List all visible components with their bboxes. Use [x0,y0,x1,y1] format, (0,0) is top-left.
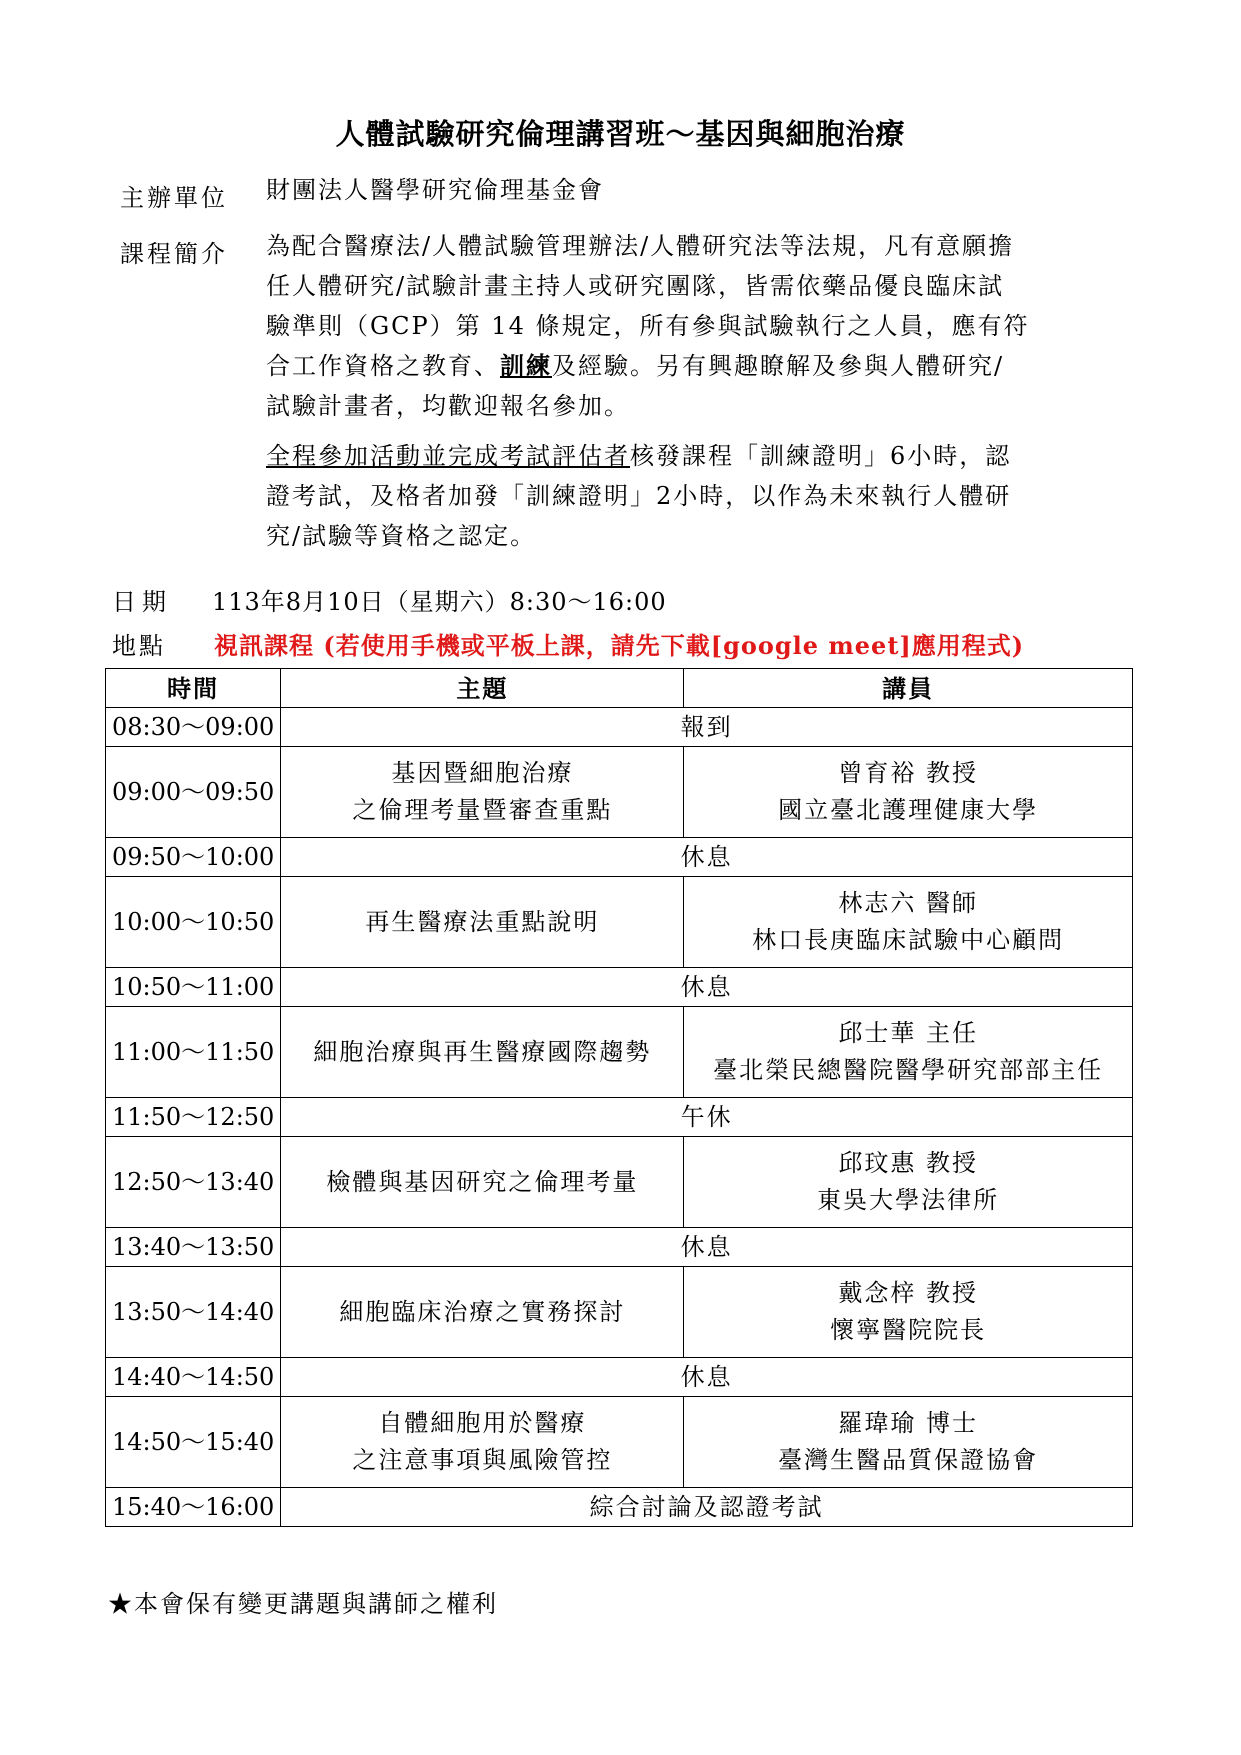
speaker-affiliation: 東吳大學法律所 [817,1186,1000,1214]
speaker-name: 邱士華 主任 [838,1019,978,1047]
table-row [106,1358,1133,1397]
speaker-affiliation: 臺灣生醫品質保證協會 [778,1446,1039,1474]
table-row [106,1007,1133,1098]
topic-line: 細胞臨床治療之實務探討 [339,1297,626,1326]
topic-line: 之倫理考量暨審查重點 [352,796,613,824]
session-cell: 報到 [281,708,1133,747]
time-cell: 11:50～12:50 [106,1098,281,1137]
session-cell: 休息 [281,1228,1133,1267]
session-cell: 休息 [281,1358,1133,1397]
topic-line: 基因暨細胞治療 [391,759,574,787]
time-cell: 15:40～16:00 [106,1488,281,1527]
topic-line: 自體細胞用於醫療 [378,1409,587,1437]
intro-text: 核發課程「訓練證明」6小時，認 [630,442,1012,470]
time-cell: 14:40～14:50 [106,1358,281,1397]
speaker-name: 戴念梓 教授 [838,1279,978,1307]
speaker-name: 羅瑋瑜 博士 [838,1409,978,1437]
header-time: 時間 [106,669,281,708]
speaker-affiliation: 林口長庚臨床試驗中心顧問 [752,926,1065,954]
topic-cell [281,877,684,968]
intro-line: 驗準則（GCP）第 14 條規定，所有參與試驗執行之人員，應有符 [266,312,1030,340]
table-row [106,1267,1133,1358]
intro-line: 證考試，及格者加發「訓練證明」2小時，以作為未來執行人體研 [266,482,1012,510]
time-cell: 14:50～15:40 [106,1397,281,1488]
intro-text: 合工作資格之教育、 [266,352,500,380]
table-header-row [106,669,1133,708]
topic-line: 細胞治療與再生醫療國際趨勢 [313,1037,652,1066]
topic-cell [281,747,684,838]
session-cell: 午休 [281,1098,1133,1137]
intro-line: 試驗計畫者，均歡迎報名參加。 [266,392,630,420]
certificate-condition: 全程參加活動並完成考試評估者 [266,442,630,470]
speaker-cell [684,1267,1133,1358]
topic-cell [281,1267,684,1358]
header-topic: 主題 [281,669,684,708]
footer-note: ★本會保有變更講題與講師之權利 [108,1590,498,1618]
speaker-name: 曾育裕 教授 [838,759,978,787]
date-value: 113年8月10日（星期六）8:30～16:00 [212,588,667,616]
speaker-cell [684,877,1133,968]
intro-line: 為配合醫療法/人體試驗管理辦法/人體研究法等法規，凡有意願擔 [266,232,1015,260]
time-cell: 09:50～10:00 [106,838,281,877]
time-cell: 10:00～10:50 [106,877,281,968]
document-title: 人體試驗研究倫理講習班～基因與細胞治療 [335,117,906,151]
intro-line: 任人體研究/試驗計畫主持人或研究團隊，皆需依藥品優良臨床試 [266,272,1005,300]
topic-cell [281,1137,684,1228]
table-row [106,968,1133,1007]
intro-text: 及經驗。另有興趣瞭解及參與人體研究/ [552,352,1005,380]
organizer-value: 財團法人醫學研究倫理基金會 [266,176,604,204]
intro-paragraph-2 [266,436,1096,556]
time-cell: 08:30～09:00 [106,708,281,747]
intro-line [266,346,1096,386]
speaker-name: 邱玟惠 教授 [838,1149,978,1177]
speaker-affiliation: 臺北榮民總醫院醫學研究部部主任 [713,1056,1104,1084]
speaker-cell [684,1007,1133,1098]
table-row [106,1228,1133,1267]
table-row [106,1098,1133,1137]
date-label: 日期 [112,588,172,616]
speaker-name: 林志六 醫師 [838,889,978,917]
location-value: 視訊課程 (若使用手機或平板上課，請先下載[google meet]應用程式) [214,631,1025,660]
table-row [106,877,1133,968]
speaker-affiliation: 國立臺北護理健康大學 [778,796,1039,824]
schedule-table [105,668,1133,1527]
session-cell: 休息 [281,838,1133,877]
time-cell: 13:50～14:40 [106,1267,281,1358]
topic-line: 再生醫療法重點說明 [365,907,600,936]
table-row [106,1397,1133,1488]
time-cell: 10:50～11:00 [106,968,281,1007]
intro-line [266,436,1096,476]
session-cell: 休息 [281,968,1133,1007]
table-row [106,1137,1133,1228]
organizer-label: 主辦單位 [120,184,228,212]
header-speaker: 講員 [684,669,1133,708]
speaker-affiliation: 懷寧醫院院長 [830,1316,987,1344]
table-row [106,838,1133,877]
training-emphasis: 訓練 [500,351,552,380]
topic-line: 檢體與基因研究之倫理考量 [326,1167,639,1196]
intro-label: 課程簡介 [120,240,228,268]
speaker-cell [684,1397,1133,1488]
speaker-cell [684,747,1133,838]
time-cell: 09:00～09:50 [106,747,281,838]
speaker-cell [684,1137,1133,1228]
time-cell: 12:50～13:40 [106,1137,281,1228]
intro-paragraph-1 [266,226,1096,426]
topic-cell [281,1007,684,1098]
time-cell: 13:40～13:50 [106,1228,281,1267]
table-row [106,1488,1133,1527]
time-cell: 11:00～11:50 [106,1007,281,1098]
session-cell: 綜合討論及認證考試 [281,1488,1133,1527]
table-row [106,708,1133,747]
table-row [106,747,1133,838]
intro-line: 究/試驗等資格之認定。 [266,522,537,550]
topic-cell [281,1397,684,1488]
topic-line: 之注意事項與風險管控 [352,1446,613,1474]
location-label: 地點 [112,632,166,660]
